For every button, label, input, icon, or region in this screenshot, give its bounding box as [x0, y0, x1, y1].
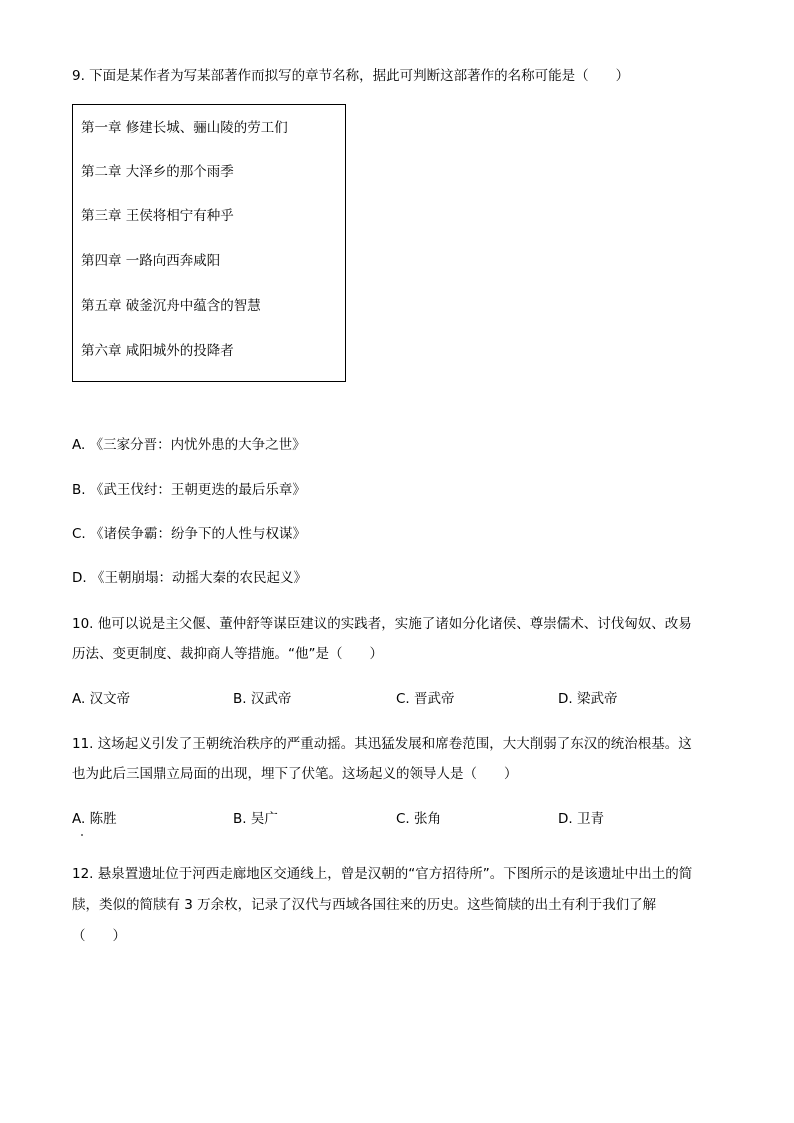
question-11-stem-line-1: 11. 这场起义引发了王朝统治秩序的严重动摇。其迅猛发展和席卷范围，大大削弱了东汉的统治根基。这 — [72, 736, 692, 752]
chapter-4: 第四章 一路向西奔咸阳 — [81, 253, 221, 269]
question-11-option-a: A. 陈胜 — [72, 811, 117, 827]
question-11-option-d: D. 卫青 — [558, 811, 604, 827]
question-10-option-b: B. 汉武帝 — [233, 691, 292, 707]
question-10-option-c: C. 晋武帝 — [396, 691, 455, 707]
chapter-3: 第三章 王侯将相宁有种乎 — [81, 208, 234, 224]
question-9-option-b: B. 《武王伐纣：王朝更迭的最后乐章》 — [72, 482, 306, 498]
chapter-2: 第二章 大泽乡的那个雨季 — [81, 164, 234, 180]
question-10-option-d: D. 梁武帝 — [558, 691, 618, 707]
question-11-option-b: B. 吴广 — [233, 811, 278, 827]
chapter-5: 第五章 破釜沉舟中蕴含的智慧 — [81, 298, 261, 314]
chapter-list-box — [72, 104, 346, 382]
question-9-option-d: D. 《王朝崩塌：动摇大秦的农民起义》 — [72, 570, 307, 586]
question-9-option-c: C. 《诸侯争霸：纷争下的人性与权谋》 — [72, 526, 307, 542]
chapter-6: 第六章 咸阳城外的投降者 — [81, 343, 234, 359]
question-9-option-a: A. 《三家分晋：内忧外患的大争之世》 — [72, 437, 306, 453]
question-11-option-c: C. 张角 — [396, 811, 442, 827]
question-10-option-a: A. 汉文帝 — [72, 691, 131, 707]
question-10-stem-line-2: 历法、变更制度、裁抑商人等措施。“他”是（ ） — [72, 646, 383, 662]
question-11-stem-line-2: 也为此后三国鼎立局面的出现，埋下了伏笔。这场起义的领导人是（ ） — [72, 766, 518, 782]
chapter-1: 第一章 修建长城、骊山陵的劳工们 — [81, 120, 288, 136]
question-9-stem: 9. 下面是某作者为写某部著作而拟写的章节名称，据此可判断这部著作的名称可能是（ ） — [72, 68, 630, 84]
question-10-stem-line-1: 10. 他可以说是主父偃、董仲舒等谋臣建议的实践者，实施了诸如分化诸侯、尊崇儒术、讨伐匈奴、改易 — [72, 616, 692, 632]
question-12-stem-line-1: 12. 悬泉置遗址位于河西走廊地区交通线上，曾是汉朝的“官方招待所”。下图所示的是该遗址中出土的简 — [72, 866, 693, 882]
stray-mark — [81, 834, 83, 836]
question-12-stem-line-3: （ ） — [72, 928, 126, 944]
question-12-stem-line-2: 牍，类似的简牍有 3 万余枚，记录了汉代与西域各国往来的历史。这些简牍的出土有利于我们了解 — [72, 897, 657, 913]
